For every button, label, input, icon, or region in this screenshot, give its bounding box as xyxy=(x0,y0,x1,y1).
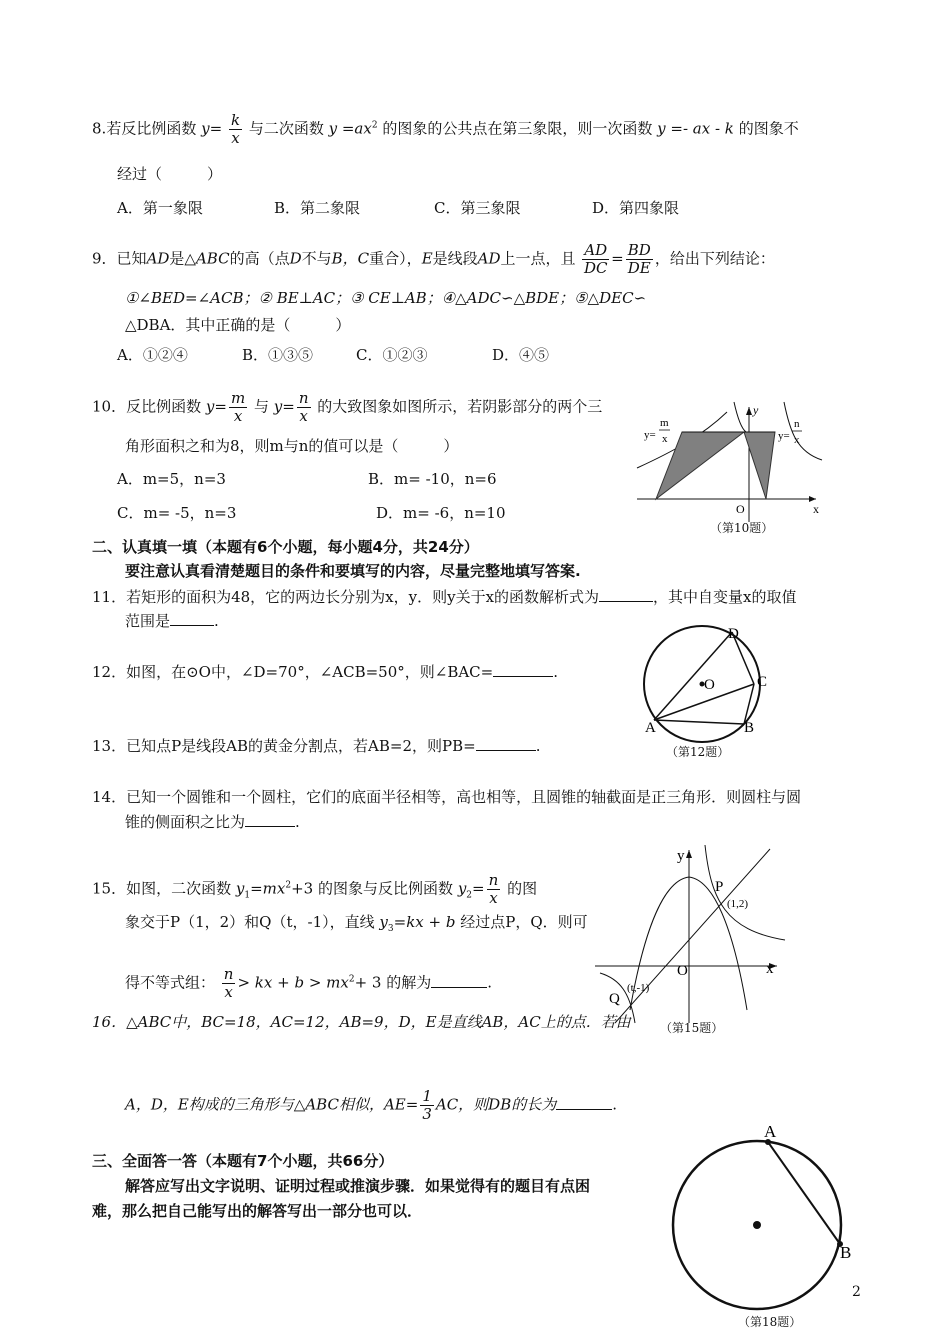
page-number: 2 xyxy=(852,1284,861,1300)
q9-fraction-1: $\frac{AD}{DC}$ xyxy=(583,241,608,277)
q10-figure xyxy=(632,402,832,532)
q10-option-d: D．m= -6，n=10 xyxy=(376,504,506,522)
q12-line: 12．如图，在⊙O中，∠D=70°，∠ACB=50°，则∠BAC= . xyxy=(92,663,559,681)
q8-fraction: $\frac{k}{x}$ xyxy=(230,111,241,147)
q10-option-c: C．m= -5，n=3 xyxy=(117,504,237,522)
svg-text:y: y xyxy=(753,403,759,417)
svg-text:C: C xyxy=(757,674,768,690)
q10-line2: 角形面积之和为8，则m与n的值可以是（ ） xyxy=(125,437,459,455)
q16-line2: A，D，E构成的三角形与△ABC相似，AE= $\frac{1}{3}$ AC，则DB的长为 . xyxy=(125,1087,618,1123)
svg-text:n: n xyxy=(794,418,800,430)
q16-line1: 16．△ABC中，BC=18，AC=12，AB=9，D，E是直线AB，AC上的点．若由 xyxy=(92,1013,631,1031)
q9-fraction-2: $\frac{BD}{DE}$ xyxy=(627,241,651,277)
svg-text:(t,-1): (t,-1) xyxy=(627,982,650,994)
svg-text:B: B xyxy=(744,720,755,736)
q9-line1: 9．已知AD是△ABC的高（点D不与B，C重合），E是线段AD上一点，且 $\frac{AD}{DC}$ = $\frac{BD}{DE}$ ，给出下列结论： xyxy=(92,241,775,277)
q9-option-a: A．①②④ xyxy=(117,346,188,364)
q9-conclusions: ①∠BED=∠ACB；② BE⊥AC；③ CE⊥AB；④△ADC∽△BDE；⑤△DEC∽ xyxy=(125,289,647,307)
section-2-title: 二、认真填一填（本题有6个小题，每小题4分，共24分） xyxy=(92,538,479,556)
svg-text:x: x xyxy=(794,434,800,446)
q9-option-d: D．④⑤ xyxy=(492,346,550,364)
svg-text:Q: Q xyxy=(609,991,620,1007)
q15-caption: （第15题） xyxy=(660,1021,724,1035)
q15-line1: 15．如图，二次函数 $y_1=mx^2+3$ 的图象与反比例函数 $y_2=$ $\frac{n}{x}$ 的图 xyxy=(92,871,538,907)
q18-figure xyxy=(660,1118,860,1318)
q15-figure xyxy=(595,845,795,1025)
svg-text:y: y xyxy=(677,848,685,864)
section-2-note: 要注意认真看清楚题目的条件和要填写的内容，尽量完整地填写答案. xyxy=(125,562,581,580)
svg-text:P: P xyxy=(715,879,724,895)
q14-line1: 14．已知一个圆锥和一个圆柱，它们的底面半径相等，高也相等，且圆锥的轴截面是正三角形．则圆柱与圆 xyxy=(92,788,802,806)
q12-caption: （第12题） xyxy=(666,745,730,759)
q15-line3: 得不等式组： $\frac{n}{x}$ > kx + $b > mx^2+ 3$ 的解为 . xyxy=(125,965,493,1001)
svg-text:A: A xyxy=(645,720,656,736)
q9-conclusions-2: △DBA．其中正确的是（ ） xyxy=(125,316,351,334)
q10-option-a: A．m=5，n=3 xyxy=(117,470,226,488)
q10-caption: （第10题） xyxy=(710,521,774,535)
section-3-note-2: 难，那么把自己能写出的解答写出一部分也可以． xyxy=(92,1202,423,1220)
q13-line: 13．已知点P是线段AB的黄金分割点，若AB=2，则PB= . xyxy=(92,737,541,755)
svg-text:x: x xyxy=(662,433,668,445)
section-3-note-1: 解答应写出文字说明、证明过程或推演步骤．如果觉得有的题目有点困 xyxy=(125,1177,591,1195)
q8-option-b: B．第二象限 xyxy=(274,199,361,217)
q10-option-b: B．m= -10，n=6 xyxy=(368,470,497,488)
q15-line2: 象交于P（1，2）和Q（t，-1），直线 $y_3=kx + b$ 经过点P，Q．则可 xyxy=(125,913,588,934)
q18-caption: （第18题） xyxy=(738,1315,802,1329)
svg-text:O: O xyxy=(736,502,745,516)
section-3-title: 三、全面答一答（本题有7个小题，共66分） xyxy=(92,1152,394,1170)
svg-text:(1,2): (1,2) xyxy=(727,898,749,910)
svg-text:O: O xyxy=(704,677,715,693)
q8-line2: 经过（ ） xyxy=(117,165,223,183)
svg-text:O: O xyxy=(677,963,688,979)
svg-text:D: D xyxy=(728,626,739,642)
q9-option-b: B．①③⑤ xyxy=(242,346,314,364)
q9-option-c: C．①②③ xyxy=(356,346,428,364)
svg-text:m: m xyxy=(660,417,669,429)
q8-option-a: A．第一象限 xyxy=(117,199,203,217)
q11-line1: 11．若矩形的面积为48，它的两边长分别为x，y．则y关于x的函数解析式为 ，其中自变量x的取值 xyxy=(92,588,797,606)
q8-line1: 8.若反比例函数 y= $\frac{k}{x}$ 与二次函数 $y =ax^2$ 的图象的公共点在第三象限，则一次函数 y =- ax - k 的图象不 xyxy=(92,111,799,147)
svg-text:A: A xyxy=(764,1122,777,1141)
svg-text:x: x xyxy=(813,502,819,516)
q14-line2: 锥的侧面积之比为 . xyxy=(125,813,300,831)
q8-option-d: D．第四象限 xyxy=(592,199,680,217)
svg-text:y=: y= xyxy=(778,430,790,442)
q11-line2: 范围是 . xyxy=(125,612,219,630)
q12-figure xyxy=(640,620,780,750)
svg-text:x: x xyxy=(766,961,774,977)
svg-text:y=: y= xyxy=(644,429,656,441)
svg-text:B: B xyxy=(840,1243,852,1262)
q8-option-c: C．第三象限 xyxy=(434,199,521,217)
q10-line1: 10．反比例函数 y= $\frac{m}{x}$ 与 y= $\frac{n}{x}$ 的大致图象如图所示，若阴影部分的两个三 xyxy=(92,389,603,425)
